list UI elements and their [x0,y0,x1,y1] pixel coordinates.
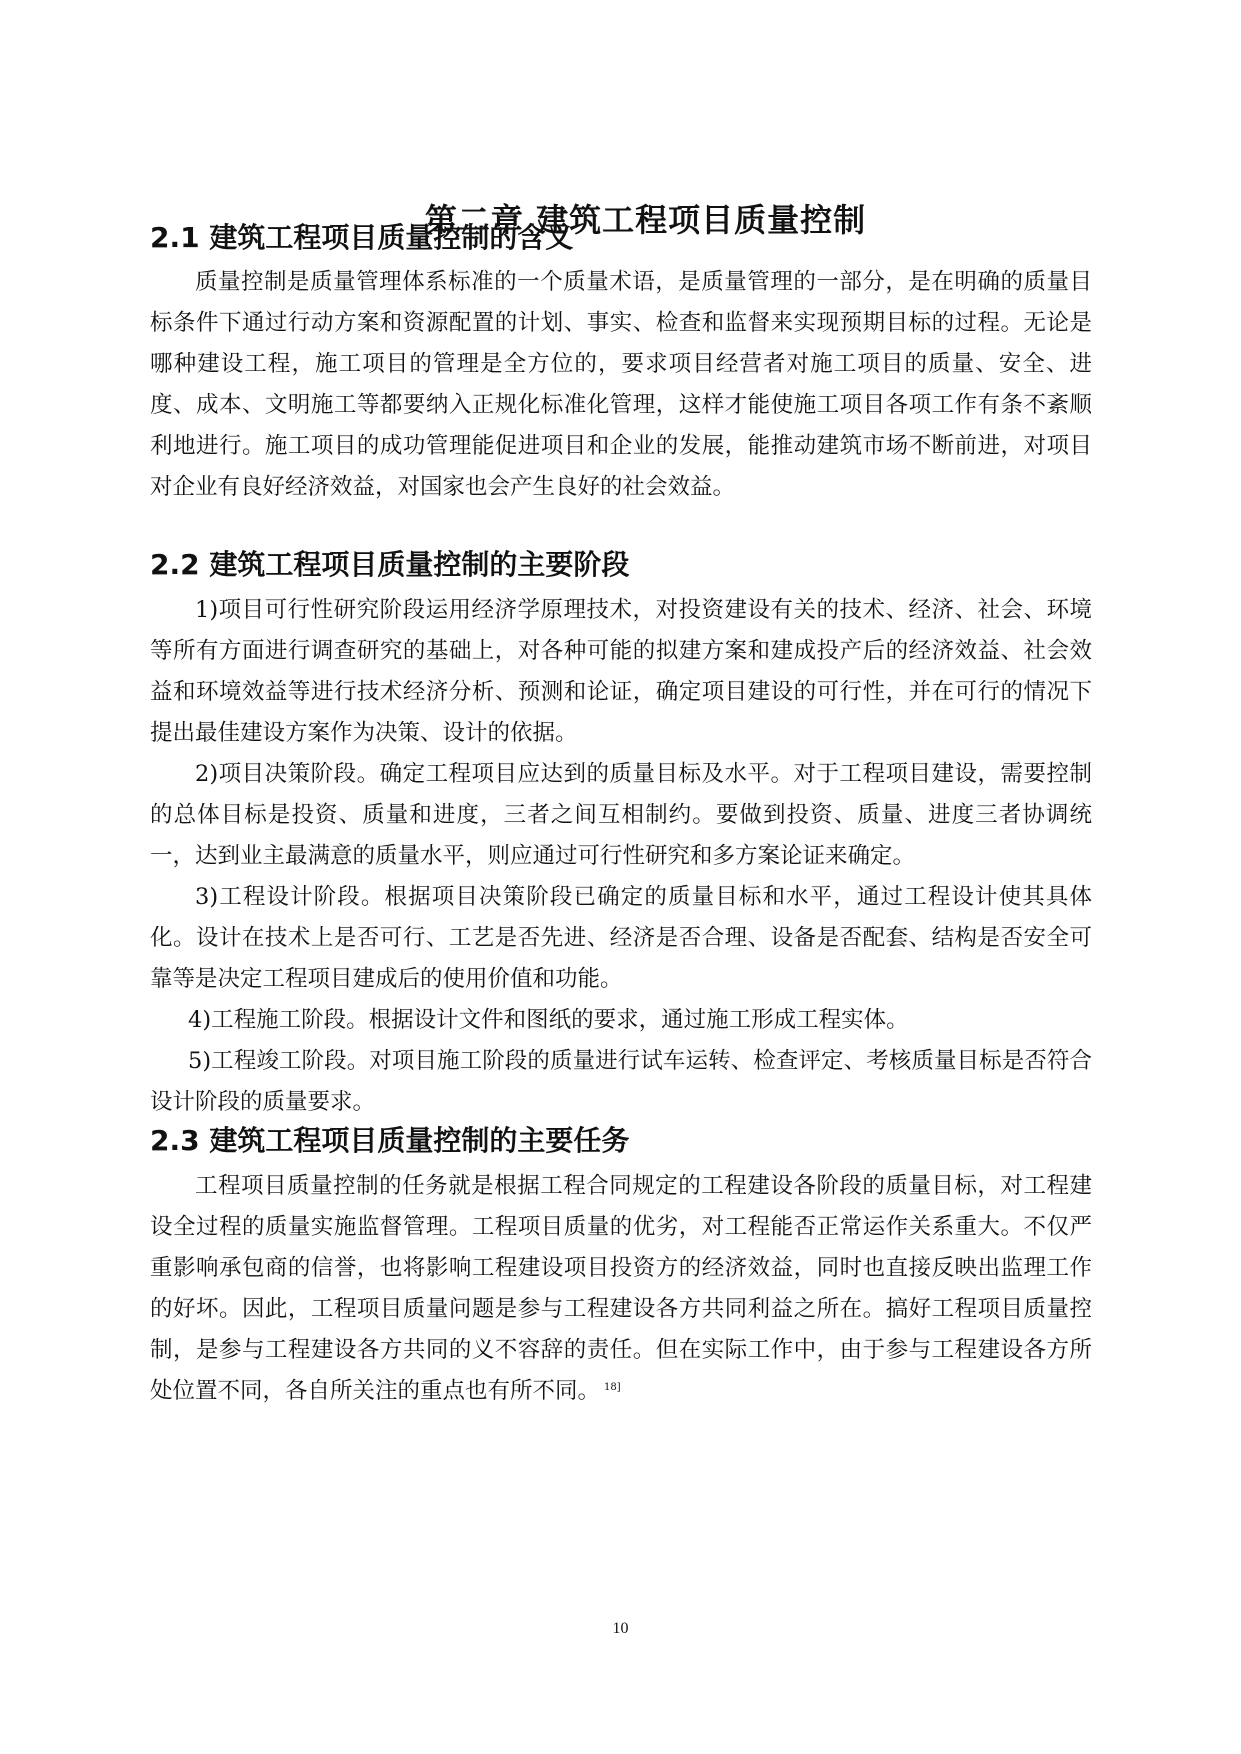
section-2-2-item-1: 1)项目可行性研究阶段运用经济学原理技术，对投资建设有关的技术、经济、社会、环境等所有方面进行调查研究的基础上，对各种可能的拟建方案和建成投产后的经济效益、社会效益和环境效益等进行技术经济分析、预测和论证，确定项目建设的可行性，并在可行的情况下提出最佳建设方案作为决策、设计的依据。 [150,597,1092,746]
section-2-2-item-2: 2)项目决策阶段。确定工程项目应达到的质量目标及水平。对于工程项目建设，需要控制的总体目标是投资、质量和进度，三者之间互相制约。要做到投资、质量、进度三者协调统一，达到业主最满意的质量水平，则应通过可行性研究和多方案论证来确定。 [150,761,1092,869]
citation-marker: 18] [604,1381,621,1393]
section-heading-2-1: 2.1 建筑工程项目质量控制的含义 [150,221,574,254]
section-heading-2-3: 2.3 建筑工程项目质量控制的主要任务 [150,1124,630,1157]
section-2-1-paragraph: 质量控制是质量管理体系标准的一个质量术语，是质量管理的一部分，是在明确的质量目标条件下通过行动方案和资源配置的计划、事实、检查和监督来实现预期目标的过程。无论是哪种建设工程，施工项目的管理是全方位的，要求项目经营者对施工项目的质量、安全、进度、成本、文明施工等都要纳入正规化标准化管理，这样才能使施工项目各项工作有条不紊顺利地进行。施工项目的成功管理能促进项目和企业的发展，能推动建筑市场不断前进，对项目对企业有良好经济效益，对国家也会产生良好的社会效益。 [150,269,1092,500]
section-2-2-item-4: 4)工程施工阶段。根据设计文件和图纸的要求，通过施工形成工程实体。 [188,1007,909,1033]
chapter-title: 第二章 建筑工程项目质量控制 [424,201,867,239]
section-2-2-item-5: 5)工程竣工阶段。对项目施工阶段的质量进行试车运转、检查评定、考核质量目标是否符合设计阶段的质量要求。 [150,1048,1092,1115]
page-number: 10 [612,1620,629,1637]
section-2-3-paragraph [150,1166,1092,1412]
section-2-2-item-3: 3)工程设计阶段。根据项目决策阶段已确定的质量目标和水平，通过工程设计使其具体化。设计在技术上是否可行、工艺是否先进、经济是否合理、设备是否配套、结构是否安全可靠等是决定工程项目建成后的使用价值和功能。 [150,884,1092,992]
section-heading-2-2: 2.2 建筑工程项目质量控制的主要阶段 [150,548,630,581]
section-2-3-text: 工程项目质量控制的任务就是根据工程合同规定的工程建设各阶段的质量目标，对工程建设全过程的质量实施监督管理。工程项目质量的优劣，对工程能否正常运作关系重大。不仅严重影响承包商的信誉，也将影响工程建设项目投资方的经济效益，同时也直接反映出监理工作的好坏。因此，工程项目质量问题是参与工程建设各方共同利益之所在。搞好工程项目质量控制，是参与工程建设各方共同的义不容辞的责任。但在实际工作中，由于参与工程建设各方所处位置不同，各自所关注的重点也有所不同。 [150,1173,1092,1404]
